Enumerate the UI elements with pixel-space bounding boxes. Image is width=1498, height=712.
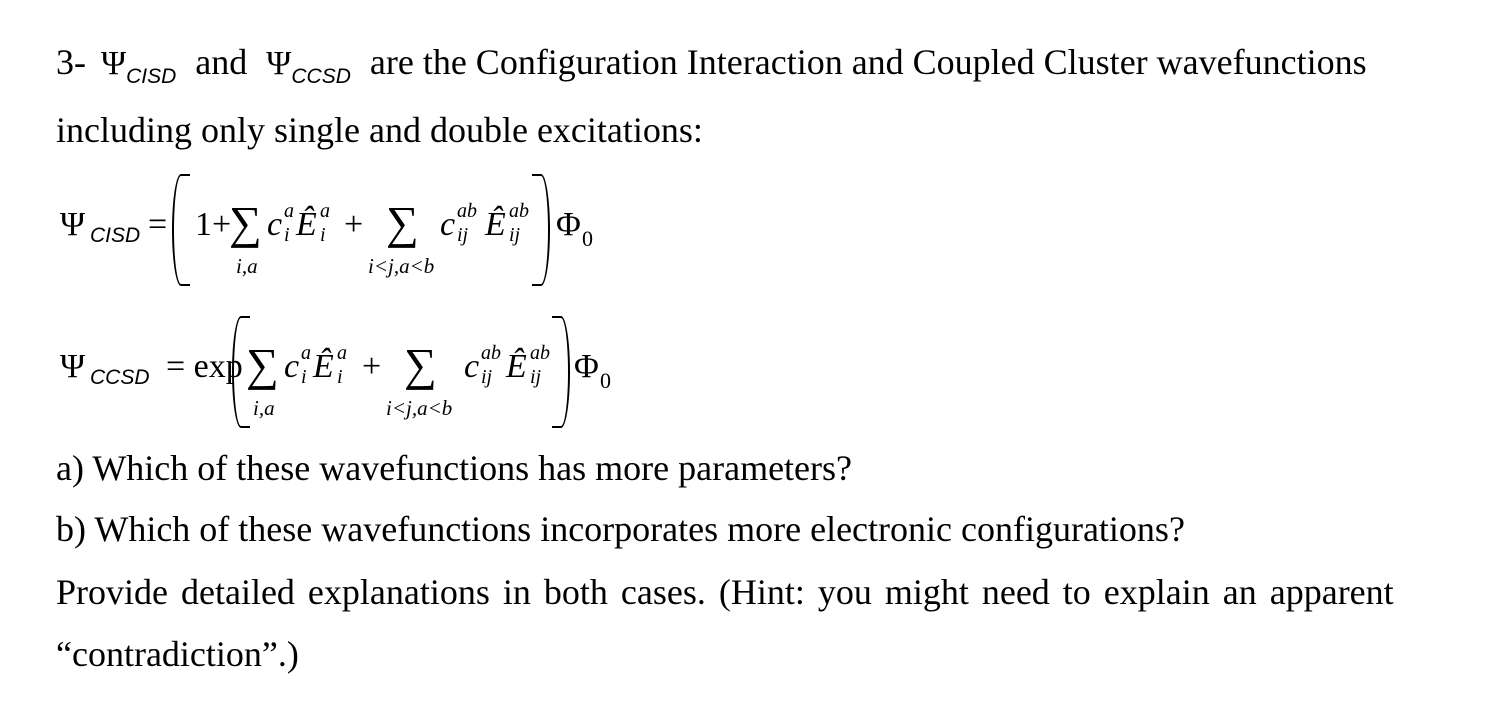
coefficient-c: c <box>284 348 300 385</box>
sigma-symbol: ∑ <box>246 339 279 390</box>
operator-e: Ê <box>313 348 334 385</box>
question-a: a) Which of these wavefunctions has more parameters? <box>56 448 853 488</box>
psi-symbol: Ψ <box>60 348 86 385</box>
subscript: ij <box>509 224 521 246</box>
superscript: a <box>320 200 330 222</box>
equation-subscript: CISD <box>90 224 141 247</box>
subscript: i <box>337 366 343 388</box>
right-paren <box>532 174 550 286</box>
subscript: ij <box>481 366 493 388</box>
phi-subscript: 0 <box>600 368 611 393</box>
phi-symbol: Φ <box>574 348 599 385</box>
intro-text-1: are the Configuration Interaction and Coupled Cluster wavefunctions <box>369 42 1367 82</box>
superscript: a <box>337 342 347 364</box>
left-paren <box>172 174 190 286</box>
question-b: b) Which of these wavefunctions incorporates more electronic configurations? <box>56 509 1185 549</box>
subscript: i <box>320 224 326 246</box>
sigma-symbol: ∑ <box>404 339 437 390</box>
sum-limit: i,a <box>253 396 275 420</box>
sum-limit: i<j,a<b <box>386 396 453 420</box>
plus-sign: + <box>362 348 382 385</box>
question-number: 3- <box>56 42 86 82</box>
equation-subscript: CCSD <box>90 366 150 389</box>
hint-line-1: Provide detailed explanations in both cases. (Hint: you might need to explain an apparent <box>56 572 1394 612</box>
subscript-ccsd: CCSD <box>291 65 351 88</box>
right-paren <box>552 316 570 428</box>
operator-e: Ê <box>485 206 506 243</box>
coefficient-c: c <box>267 206 283 243</box>
operator-e: Ê <box>506 348 527 385</box>
equals-exp: = exp <box>166 348 243 385</box>
psi-symbol: Ψ <box>101 45 127 82</box>
sum-limit: i<j,a<b <box>368 254 435 278</box>
intro-line-2 <box>56 108 703 152</box>
intro-line-1 <box>56 40 1367 99</box>
operator-e: Ê <box>296 206 317 243</box>
equation-ccsd <box>56 314 776 434</box>
plus-sign: + <box>344 206 364 243</box>
superscript: a <box>301 342 311 364</box>
coefficient-c: c <box>464 348 480 385</box>
subscript: ij <box>530 366 542 388</box>
phi-subscript: 0 <box>582 226 593 251</box>
phi-symbol: Φ <box>556 206 581 243</box>
superscript: ab <box>481 342 501 364</box>
superscript: ab <box>509 200 529 222</box>
sum-limit: i,a <box>236 254 258 278</box>
superscript: ab <box>530 342 550 364</box>
intro-text-2: including only single and double excitations: <box>56 110 703 150</box>
subscript: i <box>301 366 307 388</box>
sigma-symbol: ∑ <box>386 197 419 248</box>
hint-line-2: “contradiction”.) <box>56 634 299 674</box>
subscript-cisd: CISD <box>126 65 177 88</box>
one-plus: 1+ <box>195 206 232 243</box>
psi-symbol: Ψ <box>60 206 86 243</box>
equals-sign: = <box>148 206 168 243</box>
coefficient-c: c <box>440 206 456 243</box>
sigma-symbol: ∑ <box>229 197 262 248</box>
superscript: ab <box>457 200 477 222</box>
subscript: ij <box>457 224 469 246</box>
superscript: a <box>284 200 294 222</box>
equation-cisd <box>56 172 756 292</box>
and-text: and <box>195 42 248 82</box>
subscript: i <box>284 224 290 246</box>
psi-symbol: Ψ <box>266 45 292 82</box>
